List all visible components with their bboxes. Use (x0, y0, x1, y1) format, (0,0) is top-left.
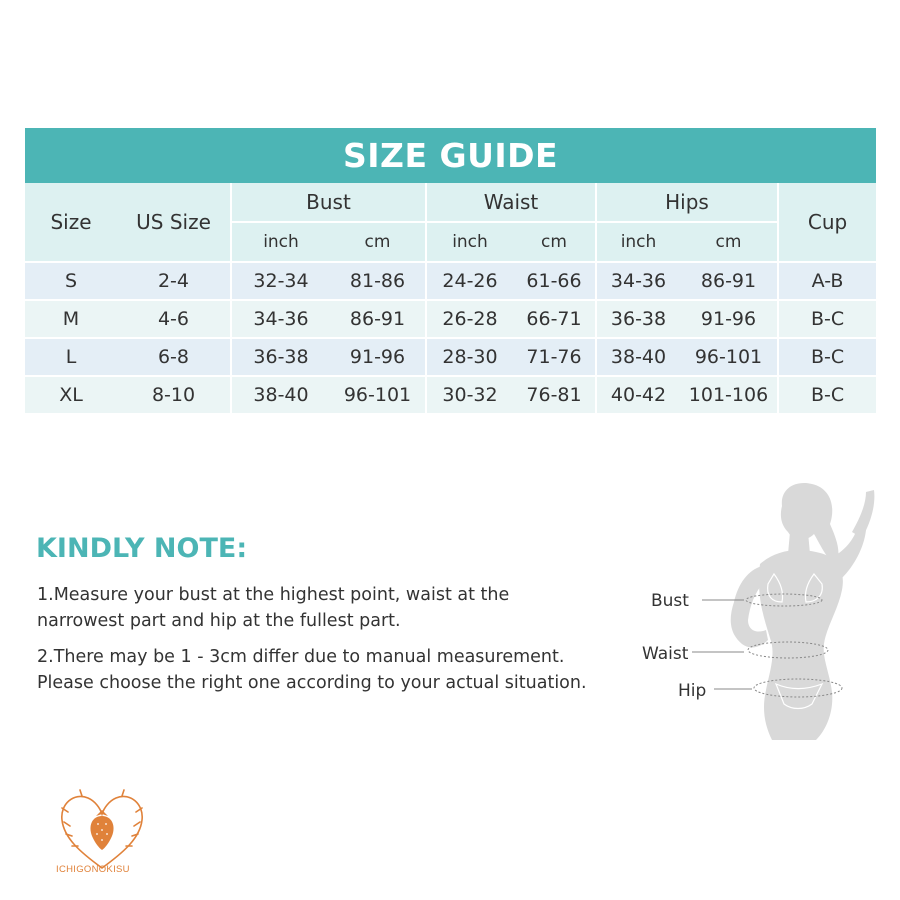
cell-hips-cm: 101-106 (680, 375, 777, 413)
cell-size: XL (25, 375, 117, 413)
cell-bust-inch: 32-34 (230, 261, 330, 299)
subheader-waist-cm: cm (513, 221, 595, 261)
cell-cup: A-B (777, 261, 876, 299)
table-row (25, 337, 876, 375)
cell-cup: B-C (777, 299, 876, 337)
body-silhouette (731, 483, 875, 740)
col-header-us-size: US Size (117, 183, 230, 261)
measurement-figure (630, 478, 880, 743)
cell-waist-inch: 28-30 (425, 337, 513, 375)
subheader-bust-cm: cm (330, 221, 425, 261)
strawberry-icon (90, 810, 113, 850)
cell-us-size: 4-6 (117, 299, 230, 337)
cell-hips-inch: 36-38 (595, 299, 680, 337)
cell-waist-cm: 71-76 (513, 337, 595, 375)
cell-waist-inch: 26-28 (425, 299, 513, 337)
cell-hips-inch: 34-36 (595, 261, 680, 299)
cell-hips-cm: 96-101 (680, 337, 777, 375)
cell-hips-cm: 91-96 (680, 299, 777, 337)
note-line: narrowest part and hip at the fullest part. (37, 611, 401, 631)
cell-size: M (25, 299, 117, 337)
cell-bust-cm: 96-101 (330, 375, 425, 413)
cell-bust-cm: 81-86 (330, 261, 425, 299)
col-header-size: Size (25, 183, 117, 261)
cell-size: S (25, 261, 117, 299)
cell-us-size: 8-10 (117, 375, 230, 413)
note-line: Please choose the right one according to your actual situation. (37, 673, 587, 693)
cell-bust-inch: 38-40 (230, 375, 330, 413)
table-row (25, 375, 876, 413)
cell-cup: B-C (777, 375, 876, 413)
cell-bust-cm: 86-91 (330, 299, 425, 337)
cell-bust-cm: 91-96 (330, 337, 425, 375)
cell-hips-inch: 38-40 (595, 337, 680, 375)
cell-waist-cm: 66-71 (513, 299, 595, 337)
cell-waist-inch: 24-26 (425, 261, 513, 299)
note-line: 2.There may be 1 - 3cm differ due to manual measurement. (37, 647, 565, 667)
table-row (25, 261, 876, 299)
cell-waist-cm: 61-66 (513, 261, 595, 299)
subheader-bust-inch: inch (230, 221, 330, 261)
figure-label-waist: Waist (642, 644, 689, 664)
cell-waist-inch: 30-32 (425, 375, 513, 413)
note-title: KINDLY NOTE: (36, 533, 248, 564)
cell-hips-inch: 40-42 (595, 375, 680, 413)
note-item-2 (37, 644, 587, 696)
cell-size: L (25, 337, 117, 375)
subheader-hips-inch: inch (595, 221, 680, 261)
figure-label-hip: Hip (678, 681, 707, 701)
cell-bust-inch: 36-38 (230, 337, 330, 375)
note-item-1 (37, 582, 509, 634)
cell-waist-cm: 76-81 (513, 375, 595, 413)
subheader-waist-inch: inch (425, 221, 513, 261)
col-header-waist: Waist (425, 183, 595, 221)
col-header-bust: Bust (230, 183, 425, 221)
table-row (25, 299, 876, 337)
cell-us-size: 6-8 (117, 337, 230, 375)
subheader-hips-cm: cm (680, 221, 777, 261)
col-header-cup: Cup (777, 183, 876, 261)
size-guide-table (25, 128, 876, 413)
page-title: SIZE GUIDE (25, 128, 876, 183)
cell-us-size: 2-4 (117, 261, 230, 299)
note-line: 1.Measure your bust at the highest point, waist at the (37, 585, 510, 605)
figure-label-bust: Bust (651, 591, 689, 611)
cell-bust-inch: 34-36 (230, 299, 330, 337)
col-header-hips: Hips (595, 183, 777, 221)
cell-cup: B-C (777, 337, 876, 375)
cell-hips-cm: 86-91 (680, 261, 777, 299)
brand-logo-text: ICHIGONOKISU (56, 864, 130, 875)
